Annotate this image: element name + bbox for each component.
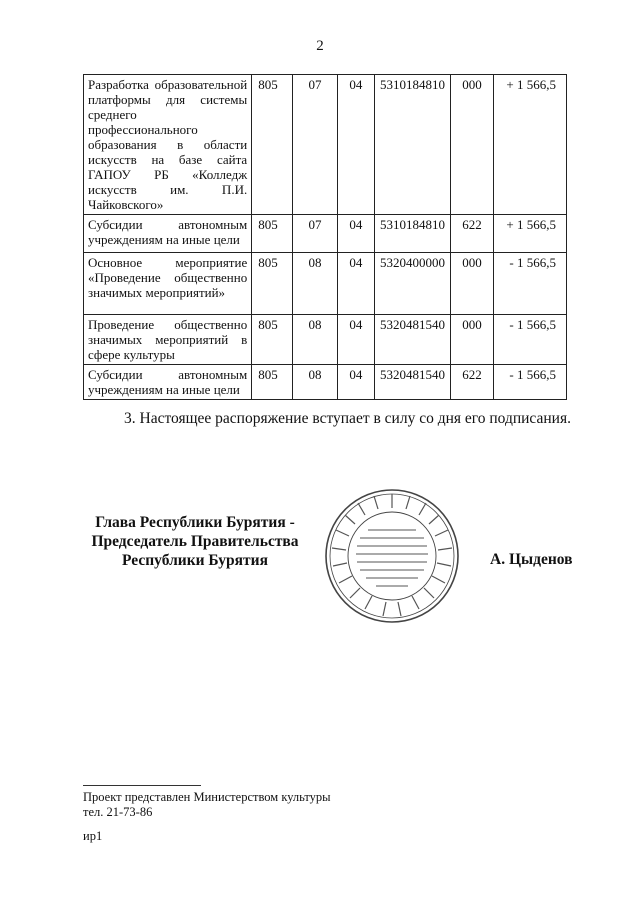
- row-section: 07: [292, 215, 338, 253]
- row-target-article: 5320481540: [374, 365, 451, 400]
- budget-table: [83, 74, 567, 400]
- footnote-line: тел. 21-73-86: [83, 805, 153, 819]
- table-row: [84, 365, 567, 400]
- row-amount: - 1 566,5: [493, 253, 566, 315]
- table-row: [84, 253, 567, 315]
- row-ministry: 805: [252, 75, 292, 215]
- row-subsection: 04: [338, 315, 374, 365]
- footnote-line: Проект представлен Министерством культуры: [83, 790, 331, 804]
- row-ministry: 805: [252, 215, 292, 253]
- row-subsection: 04: [338, 75, 374, 215]
- row-section: 07: [292, 75, 338, 215]
- row-amount: - 1 566,5: [493, 365, 566, 400]
- row-expense-type: 622: [451, 365, 493, 400]
- signer-title: [60, 513, 330, 570]
- row-target-article: 5310184810: [374, 215, 451, 253]
- row-subsection: 04: [338, 253, 374, 315]
- row-description: Разработка образовательной платформы для системы среднего профессионального образования в области искусств на базе сайта ГАПОУ РБ «Колледж искусств им. П.И. Чайковского»: [84, 75, 252, 215]
- row-expense-type: 000: [451, 75, 493, 215]
- row-expense-type: 000: [451, 253, 493, 315]
- row-description: Основное мероприятие «Проведение общественно значимых мероприятий»: [84, 253, 252, 315]
- page-number: 2: [316, 38, 324, 54]
- row-amount: + 1 566,5: [493, 215, 566, 253]
- row-description: Субсидии автономным учреждениям на иные цели: [84, 215, 252, 253]
- row-ministry: 805: [252, 253, 292, 315]
- row-section: 08: [292, 253, 338, 315]
- signer-title-line: Республики Бурятия: [122, 552, 268, 569]
- footnote: [83, 790, 331, 820]
- row-target-article: 5310184810: [374, 75, 451, 215]
- table-row: [84, 315, 567, 365]
- signer-name: А. Цыденов: [490, 551, 573, 568]
- row-subsection: 04: [338, 365, 374, 400]
- row-ministry: 805: [252, 315, 292, 365]
- row-subsection: 04: [338, 215, 374, 253]
- official-seal: [322, 486, 462, 626]
- row-amount: + 1 566,5: [493, 75, 566, 215]
- row-description: Проведение общественно значимых мероприятий в сфере культуры: [84, 315, 252, 365]
- row-section: 08: [292, 315, 338, 365]
- footnote-divider: [83, 785, 201, 786]
- table-row: [84, 75, 567, 215]
- table-row: [84, 215, 567, 253]
- row-expense-type: 000: [451, 315, 493, 365]
- row-expense-type: 622: [451, 215, 493, 253]
- row-amount: - 1 566,5: [493, 315, 566, 365]
- row-target-article: 5320400000: [374, 253, 451, 315]
- row-target-article: 5320481540: [374, 315, 451, 365]
- signer-title-line: Председатель Правительства: [91, 533, 299, 550]
- registration-code: ир1: [83, 829, 103, 843]
- row-description: Субсидии автономным учреждениям на иные цели: [84, 365, 252, 400]
- clause-3-text: 3. Настоящее распоряжение вступает в силу со дня его подписания.: [124, 410, 571, 427]
- row-ministry: 805: [252, 365, 292, 400]
- signer-title-line: Глава Республики Бурятия -: [95, 514, 295, 531]
- row-section: 08: [292, 365, 338, 400]
